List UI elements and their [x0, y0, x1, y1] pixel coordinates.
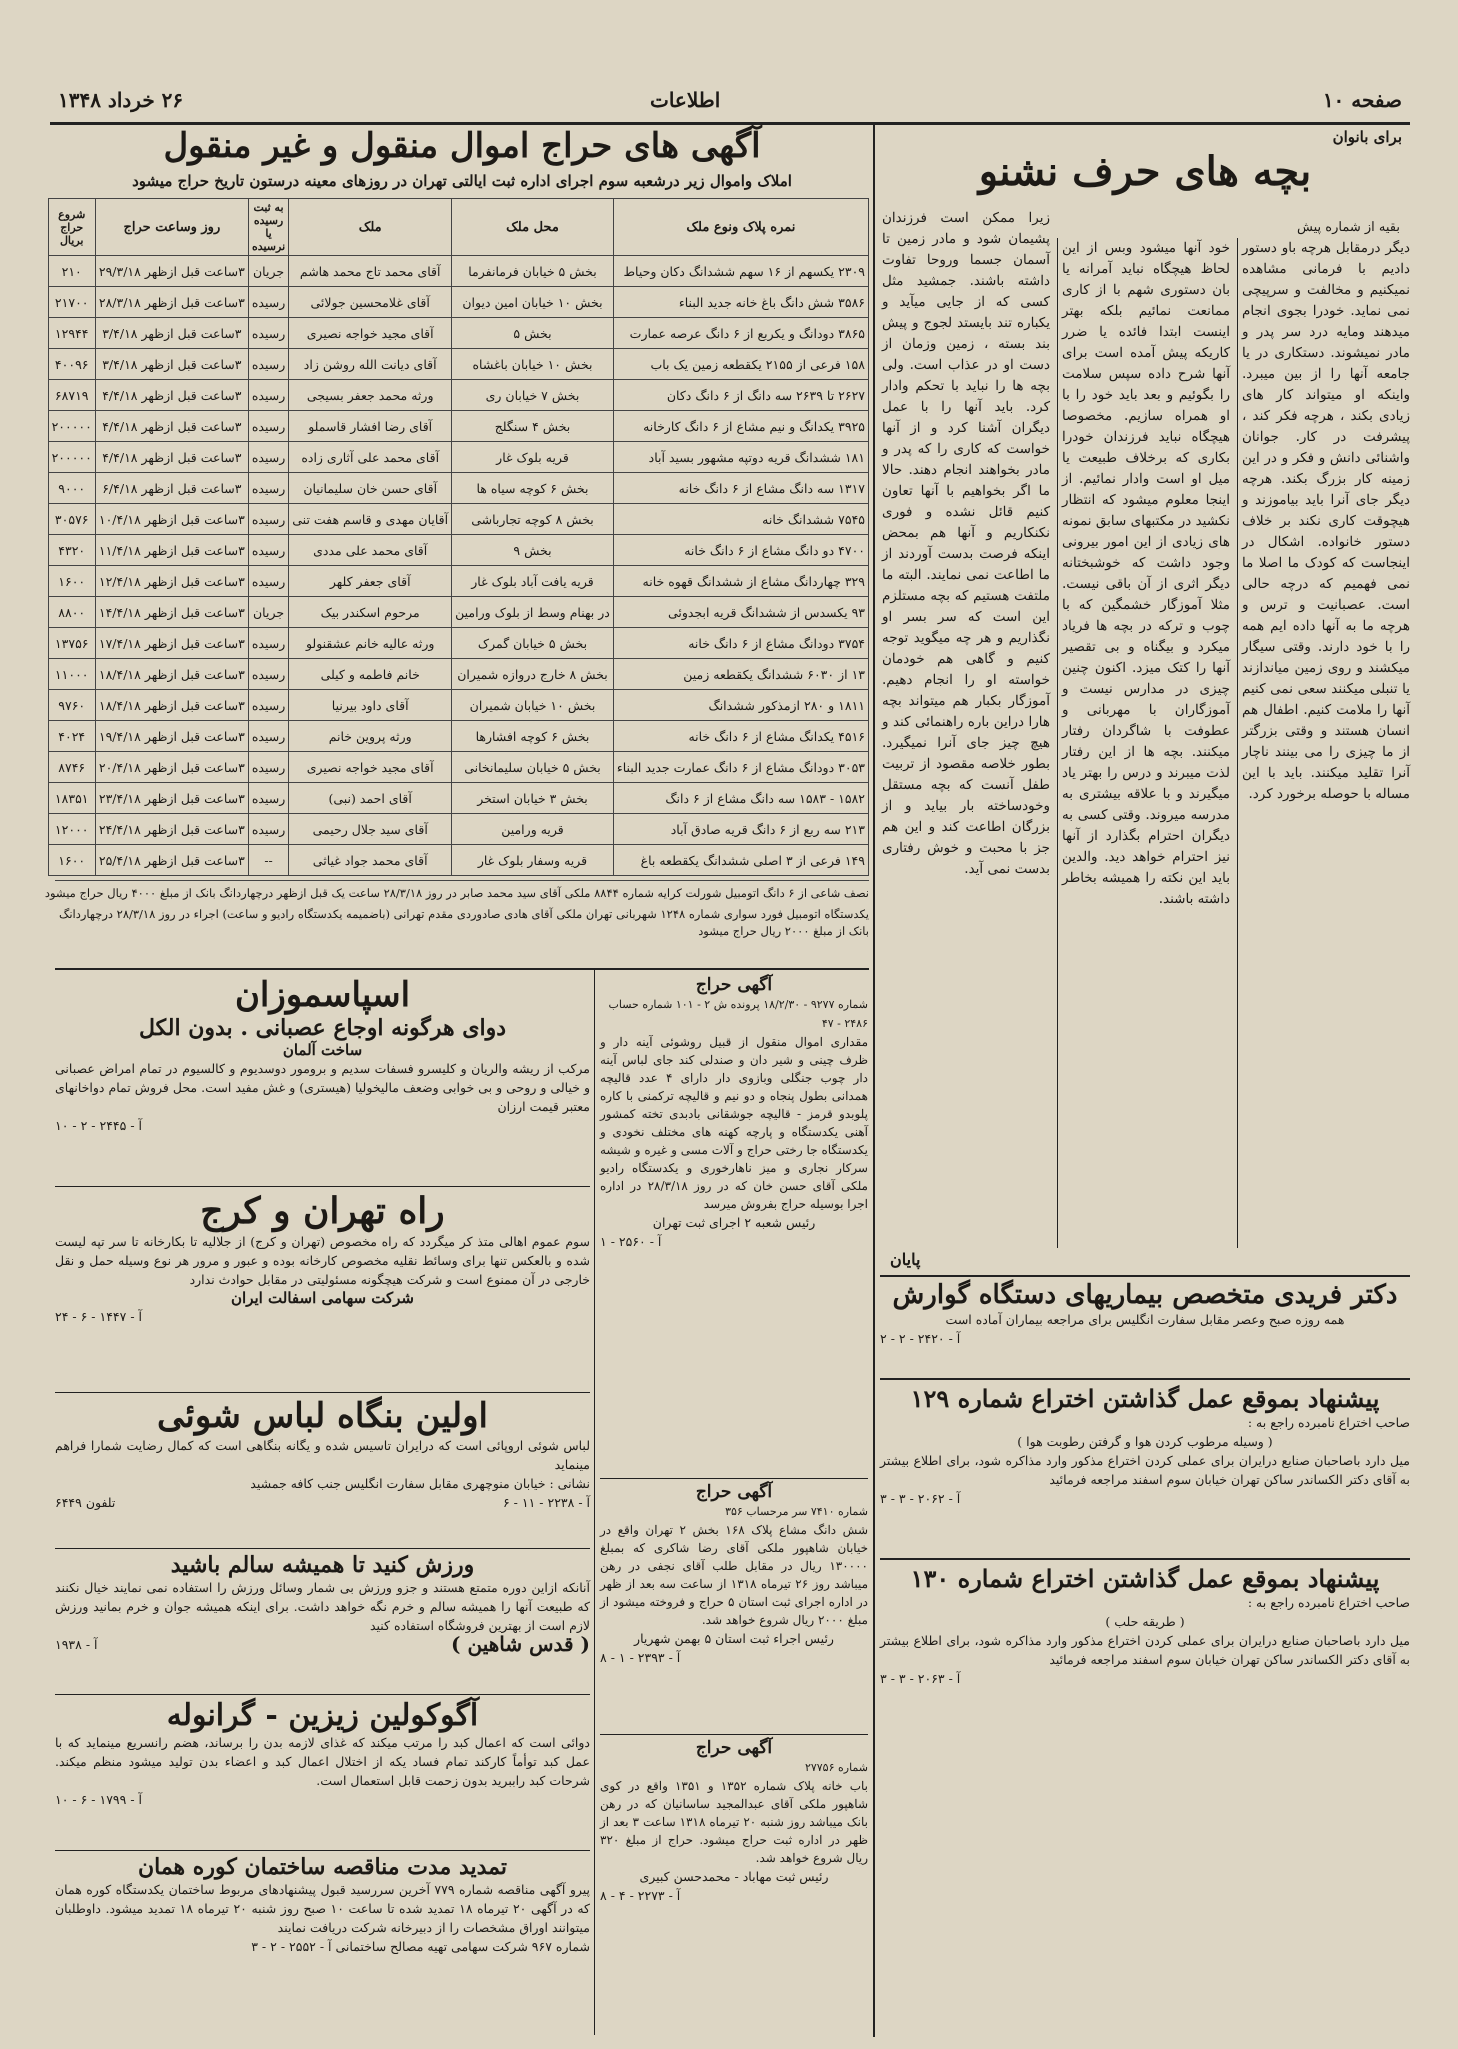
cell-owner: آقای مجید خواجه نصیری	[289, 752, 452, 783]
auction-row	[48, 287, 868, 318]
ad-subtitle: دوای هرگونه اوجاع عصبانی . بدون الکل	[138, 1015, 507, 1041]
ad-agocolin	[55, 1698, 590, 1848]
ad-title: آگوکولین زیزین - گرانوله	[166, 1698, 479, 1733]
cell-start-price: ۱۶۰۰	[48, 566, 95, 597]
ad-auction-3	[600, 1738, 868, 2033]
ad-tender	[55, 1854, 590, 2034]
ad-code: آ - ۲۳۹۳ - ۱ - ۸	[600, 1650, 681, 1665]
ad-title: ورزش کنید تا همیشه سالم باشید	[170, 1552, 475, 1578]
cell-location: قریه ورامین	[452, 814, 614, 845]
cell-location: بخش ۷ خیابان ری	[452, 380, 614, 411]
cell-owner: آقای احمد (نبی)	[289, 783, 452, 814]
cell-plaque: ۳۸۶۵ دودانگ و یکربع از ۶ دانگ عرصه عمارت	[613, 318, 868, 349]
cell-date: ۳ساعت قبل ازظهر ۳/۴/۱۸	[95, 349, 248, 380]
cell-start-price: ۴۰۲۴	[48, 721, 95, 752]
ad-origin: ساخت آلمان	[282, 1041, 363, 1059]
cell-plaque: ۱۳ از ۶۰۳۰ ششدانگ یکقطعه زمین	[613, 659, 868, 690]
cell-location: در بهنام وسط از بلوک ورامین	[452, 597, 614, 628]
col-header-date: روز وساعت حراج	[95, 199, 248, 256]
cell-plaque: ۲۶۲۷ تا ۲۶۳۹ سه دانگ از ۶ دانگ دکان	[613, 380, 868, 411]
ad-item: ( وسیله مرطوب کردن هوا و گرفتن رطوبت هوا )	[1017, 1434, 1273, 1449]
ad-subtitle: صاحب اختراع نامبرده راجع به :	[1247, 1595, 1410, 1610]
cell-plaque: ۱۵۸ فرعی از ۲۱۵۵ یکقطعه زمین یک باب	[613, 349, 868, 380]
cell-registered: جریان	[248, 597, 288, 628]
cell-registered: رسیده	[248, 318, 288, 349]
ad-patent-130	[880, 1564, 1410, 1734]
cell-location: بخش ۳ خیابان استخر	[452, 783, 614, 814]
cell-owner: آقای محمد علی آثاری زاده	[289, 442, 452, 473]
cell-owner: ورثه پروین خانم	[289, 721, 452, 752]
auction-row	[48, 380, 868, 411]
ad-footer: رئیس اجراء ثبت استان ۵ بهمن شهریار	[634, 1631, 834, 1646]
section-kicker: برای بانوان	[1332, 128, 1402, 146]
cell-date: ۳ساعت قبل ازظهر ۳/۴/۱۸	[95, 318, 248, 349]
cell-start-price: ۸۷۴۶	[48, 752, 95, 783]
cell-location: بخش ۵	[452, 318, 614, 349]
cell-date: ۳ساعت قبل ازظهر ۱۲/۴/۱۸	[95, 566, 248, 597]
cell-registered: رسیده	[248, 690, 288, 721]
auction-row	[48, 504, 868, 535]
auction-row	[48, 690, 868, 721]
auction-row	[48, 442, 868, 473]
ad-code: آ - ۱۴۴۷ - ۶ - ۲۴	[55, 1309, 143, 1324]
ad-patent-129	[880, 1384, 1410, 1554]
cell-start-price: ۱۲۹۴۴	[48, 318, 95, 349]
cell-location: بخش ۸ کوچه تجارباشی	[452, 504, 614, 535]
cell-owner: آقای محمد جواد غیاثی	[289, 845, 452, 876]
ad-code: شماره ۹۶۷ شرکت سهامی تهیه مصالح ساختمانی آ - ۲۵۵۲ - ۲ - ۳	[251, 1939, 590, 1954]
cell-location: بخش ۸ خارج دروازه شمیران	[452, 659, 614, 690]
cell-start-price: ۹۷۶۰	[48, 690, 95, 721]
ad-code: آ - ۲۲۷۳ - ۴ - ۸	[600, 1888, 681, 1903]
cell-owner: آقای رضا افشار قاسملو	[289, 411, 452, 442]
cell-plaque: ۴۷۰۰ دو دانگ مشاع از ۶ دانگ خانه	[613, 535, 868, 566]
cell-owner: آقای حسن خان سلیمانیان	[289, 473, 452, 504]
cell-plaque: ۳۹۲۵ یکدانگ و نیم مشاع از ۶ دانگ کارخانه	[613, 411, 868, 442]
ad-address: نشانی : خیابان منوچهری مقابل سفارت انگلیس جنب کافه جمشید	[250, 1476, 590, 1491]
cell-date: ۳ساعت قبل ازظهر ۲۳/۴/۱۸	[95, 783, 248, 814]
ad-item: ( طریقه حلب )	[1105, 1614, 1185, 1629]
auction-row	[48, 597, 868, 628]
ad-body: مرکب از ریشه والریان و کلیسرو فسفات سدیم و برومور دوسدیوم و کالسیوم در تمام امراض عصبانی و خیالی و روحی و بی خوابی وضعف مالیخولیا (هیستری) و غش مفید است. محل فروش تمام دواخانهای معتبر قیمت ارزان	[55, 1061, 590, 1114]
cell-plaque: ۲۳۰۹ یکسهم از ۱۶ سهم ششدانگ دکان وحیاط	[613, 256, 868, 287]
ad-title: پیشنهاد بموقع عمل گذاشتن اختراع شماره ۱۲۹	[910, 1384, 1380, 1413]
ad-karaj-road	[55, 1190, 590, 1390]
auction-row	[48, 349, 868, 380]
page-header	[50, 84, 1410, 125]
ad-ref: شماره ۷۴۱۰ سر مرحساب ۳۵۶	[725, 1505, 868, 1518]
cell-start-price: ۲۱۷۰۰	[48, 287, 95, 318]
cell-location: بخش ۱۰ خیابان امین دیوان	[452, 287, 614, 318]
cell-registered: رسیده	[248, 721, 288, 752]
cell-start-price: ۱۲۰۰۰	[48, 814, 95, 845]
ad-title: پیشنهاد بموقع عمل گذاشتن اختراع شماره ۱۳۰	[910, 1564, 1380, 1593]
cell-start-price: ۲۰۰۰۰۰	[48, 411, 95, 442]
cell-plaque: ۱۴۹ فرعی از ۳ اصلی ششدانگ یکقطعه باغ	[613, 845, 868, 876]
cell-owner: آقای داود بیرنیا	[289, 690, 452, 721]
ad-code: آ - ۲۰۶۳ - ۳ - ۳	[880, 1671, 961, 1686]
cell-start-price: ۱۸۳۵۱	[48, 783, 95, 814]
ad-title: راه تهران و کرج	[200, 1190, 445, 1232]
cell-owner: خانم فاطمه و کیلی	[289, 659, 452, 690]
cell-location: بخش ۵ خیابان سلیمانخانی	[452, 752, 614, 783]
cell-location: قریه یافت آباد بلوک غار	[452, 566, 614, 597]
cell-registered: رسیده	[248, 473, 288, 504]
page-number: صفحه ۱۰	[1322, 88, 1402, 112]
cell-plaque: ۲۱۳ سه ربع از ۶ دانگ قریه صادق آباد	[613, 814, 868, 845]
ad-code: آ - ۱۹۳۸	[55, 1637, 98, 1652]
auction-notice	[44, 122, 869, 967]
cell-date: ۳ساعت قبل ازظهر ۴/۴/۱۸	[95, 442, 248, 473]
cell-owner: آقای محمد علی مددی	[289, 535, 452, 566]
col-header-start-price: شروع حراج بریال	[48, 199, 95, 256]
auction-row	[48, 318, 868, 349]
auction-note-1: نصف شاعی از ۶ دانگ اتومبیل شورلت کرایه شماره ۸۸۴۴ ملکی آقای سید محمد صابر در روز ۲۸/۳/۱۸ ساعت یک قبل ازظهر درچهاردانگ بانک از مبلغ ۴۰۰۰ ریال حراج میشود	[55, 880, 869, 906]
cell-start-price: ۴۰۰۹۶	[48, 349, 95, 380]
ad-body: لباس شوئی اروپائی است که درایران تاسیس شده و یگانه بنگاهی است که کمال رضایت شمارا فراهم مینماید	[55, 1438, 590, 1472]
col-header-registered: به ثبت رسیده یا نرسیده	[248, 199, 288, 256]
ad-laundry	[55, 1396, 590, 1546]
ad-code: آ - ۲۴۲۰ - ۲ - ۲	[880, 1331, 961, 1346]
cell-owner: آقایان مهدی و قاسم هفت تنی	[289, 504, 452, 535]
cell-date: ۳ساعت قبل ازظهر ۱۰/۴/۱۸	[95, 504, 248, 535]
auction-row	[48, 256, 868, 287]
cell-start-price: ۱۶۰۰	[48, 845, 95, 876]
auction-note-2: یکدستگاه اتومبیل فورد سواری شماره ۱۲۴۸ شهربانی تهران ملکی آقای هادی صادوردی مقدم تهرانی (باضمیمه یکدستگاه رادیو و ساعت) اجراء در روز ۲۸/۳/۱۸ درچهاردانگ بانک از مبلغ ۲۰۰۰ ریال حراج میشود	[59, 907, 869, 938]
cell-registered: رسیده	[248, 659, 288, 690]
cell-plaque: ۱۵۸۲ - ۱۵۸۳ سه دانگ مشاع از ۶ دانگ	[613, 783, 868, 814]
ad-title: آگهی حراج	[695, 1738, 773, 1758]
ad-company: شرکت سهامی اسفالت ایران	[231, 1289, 414, 1307]
cell-date: ۳ساعت قبل ازظهر ۱۷/۴/۱۸	[95, 628, 248, 659]
ad-aspasmozan	[55, 975, 590, 1185]
ad-body: مقداری اموال منقول از قبیل روشوئی آینه دار و ظرف چینی و شیر دان و صندلی کند جای لباس آینه دار چوب جنگلی وبازوی دار دارای ۴ عدد قالیچه همدانی بطول پنجاه و دو نیم و قالیچه ترکمنی با کاره پلوبدو قرمز - قالیچه جوشقانی بادبدی تخته کمشور آهنی یکدستگاه و پارچه کهنه های مختلف نخودی و یکدستگاه جا رختی حراج و آلات مسی و غیره و شیشه سرکار نجاری و میز ناهارخوری و یکدستگاه رادیو ملکی آقای حسن خان که در روز ۲۸/۳/۱۸ در اداره اجرا بوسیله حراج بفروش میرسد	[600, 1035, 869, 1211]
cell-date: ۳ساعت قبل ازظهر ۲۵/۴/۱۸	[95, 845, 248, 876]
ad-title: دکتر فریدی متخصص بیماریهای دستگاه گوارش	[892, 1280, 1398, 1310]
cell-owner: آقای جعفر کلهر	[289, 566, 452, 597]
ad-auction-1	[600, 975, 868, 1475]
ad-subtitle: صاحب اختراع نامبرده راجع به :	[1247, 1415, 1410, 1430]
auction-row	[48, 783, 868, 814]
ad-title: اولین بنگاه لباس شوئی	[157, 1396, 488, 1436]
ad-body: سوم عموم اهالی متذ کر میگردد که راه مخصوص (تهران و کرج) از جلالیه تا بکارخانه تا سر تپه لیست شده و بالعکس تنها برای وسائط نقلیه مخصوص کارخانه بوده و عبور و مرور هر نوع وسیله حمل و نقل خارجی در آن ممنوع است و شرکت هیچگونه مسئولیتی در مقابل حوادث ندارد	[55, 1234, 590, 1287]
cell-location: بخش ۴ سنگلج	[452, 411, 614, 442]
cell-registered: رسیده	[248, 380, 288, 411]
cell-start-price: ۱۱۰۰۰	[48, 659, 95, 690]
col-header-owner: ملک	[289, 199, 452, 256]
ad-phone: تلفون ۶۴۴۹	[55, 1495, 116, 1510]
ad-doctor	[880, 1280, 1410, 1375]
cell-location: بخش ۵ خیابان فرمانفرما	[452, 256, 614, 287]
ad-code: آ - ۲۰۶۲ - ۳ - ۳	[880, 1491, 961, 1506]
ad-body: دوائی است که اعمال کبد را مرتب میکند که غذای لازمه بدن را برساند، هضم رانسریع مینماید که با عمل کبد توأماً کارکند تمام فساد یکه از اختلال اعمال کبد و اعضاء بدن تولید میشود منظم میکند. شرحات کبد راببرید بدون زحمت قابل استعمال است.	[55, 1735, 590, 1788]
ad-body: پیرو آگهی مناقصه شماره ۷۷۹ آخرین سررسید قبول پیشنهادهای مربوط ساختمان یکدستگاه کوره همان که در آگهی ۲۰ تیرماه ۱۸ تمدید شده تا ساعت ۱۰ صبح روز شنبه ۲۰ تیرماه ۱۸ تمدید میشود. داوطلبان میتوانند اوراق مشخصات را از دبیرخانه شرکت دریافت نمایند	[55, 1882, 591, 1935]
cell-plaque: ۱۳۱۷ سه دانگ مشاع از ۶ دانگ خانه	[613, 473, 868, 504]
ad-brand: ( قدس شاهین )	[451, 1632, 590, 1656]
ad-ref: شماره ۹۲۷۷ - ۱۸/۲/۳۰ پرونده ش ۲ - ۱۰۱ شماره حساب ۲۴۸۶ - ۴۷	[608, 998, 868, 1030]
cell-location: قریه وسفار بلوک غار	[452, 845, 614, 876]
ad-title: اسپاسموزان	[234, 975, 411, 1015]
cell-location: بخش ۶ کوچه افشارها	[452, 721, 614, 752]
auction-row	[48, 845, 868, 876]
cell-start-price: ۸۸۰۰	[48, 597, 95, 628]
article-column-2: خود آنها میشود وبس از این لحاظ هیچگاه نباید آمرانه یا بان دستوری شهم با از کاری ممانعت نمائیم بلکه بهتر اینست ابتدا فائده یا ضرر کاریکه پیش آمده است برای آنها شرح داده سپس سلامت را بگوئیم و بعد باید خود را با او همراه سازیم. مخصوصا هیچگاه نباید فرزندان خودرا بکاری که برخلاف طبیعت یا میل او است وادار نمائیم. از اینجا معلوم میشود که انتظار نکشید در مکتبهای سابق نمونه های زیادی از این امور بیرونی وجود داشت که خوشبختانه دیگر اثری از آن باقی نیست. مثلا آموزگار خشمگین که با چوب و ترکه در بچه ها فریاد میکرد و بیگناه و بی تقصیر آنها را کتک میزد. اکنون چنین چیزی در مدارس نیست و آموزگاران با مهربانی و عطوفت با شاگردان رفتار میکنند. بچه ها از این رفتار لذت میبرند و درس را بهتر یاد میگیرند و با علاقه بیشتری به مدرسه میروند. وقتی کسی به دیگران احترام بگذارد از آنها نیز احترام خواهد دید. والدین باید این نکته را همیشه بخاطر داشته باشند.	[1062, 240, 1230, 907]
cell-date: ۳ساعت قبل ازظهر ۲۹/۳/۱۸	[95, 256, 248, 287]
ad-ref: شماره ۲۷۷۵۶	[804, 1761, 868, 1774]
auction-row	[48, 814, 868, 845]
cell-registered: رسیده	[248, 628, 288, 659]
cell-owner: ورثه محمد جعفر بسیجی	[289, 380, 452, 411]
ad-code: آ - ۲۴۴۵ - ۲ - ۱۰	[55, 1118, 143, 1133]
cell-date: ۳ساعت قبل ازظهر ۱۸/۴/۱۸	[95, 659, 248, 690]
ad-code: آ - ۲۲۳۸ - ۱۱ - ۶	[502, 1495, 590, 1510]
cell-start-price: ۴۳۲۰	[48, 535, 95, 566]
auction-row	[48, 535, 868, 566]
cell-registered: رسیده	[248, 814, 288, 845]
col-header-location: محل ملک	[452, 199, 614, 256]
cell-location: بخش ۱۰ خیابان شمیران	[452, 690, 614, 721]
auction-row	[48, 752, 868, 783]
page-date: ۲۶ خرداد ۱۳۴۸	[58, 88, 184, 112]
cell-location: بخش ۱۰ خیابان باغشاه	[452, 349, 614, 380]
cell-start-price: ۲۱۰	[48, 256, 95, 287]
ad-body: باب خانه پلاک شماره ۱۳۵۲ و ۱۳۵۱ واقع در کوی شاهپور ملکی آقای عبدالمجید ساسانیان که در رهن بانک میباشد روز شنبه ۲۰ تیرماه ۱۳۱۸ ساعت ۳ بعد از ظهر در اداره ثبت حراج میشود. حراج از مبلغ ۳۲۰ ریال شروع خواهد شد.	[600, 1779, 868, 1865]
ad-title: آگهی حراج	[695, 975, 773, 995]
cell-location: قریه بلوک غار	[452, 442, 614, 473]
ad-body: آنانکه ازاین دوره متمتع هستند و جزو ورزش بی شمار وسائل ورزش را استفاده نمی نمایند خیال نکنند که طبیعت آنها را همیشه سالم و خرم نگه خواهد داشت. برای اینکه همیشه جوان و خرم بمانید ورزش لازم است از بهترین فروشگاه استفاده کنید	[55, 1580, 590, 1633]
auction-row	[48, 411, 868, 442]
cell-owner: آقای دیانت الله روشن زاد	[289, 349, 452, 380]
cell-start-price: ۶۸۷۱۹	[48, 380, 95, 411]
cell-date: ۳ساعت قبل ازظهر ۴/۴/۱۸	[95, 380, 248, 411]
cell-start-price: ۹۰۰۰	[48, 473, 95, 504]
ad-body: میل دارد باصاحبان صنایع درایران برای عملی کردن اختراع مذکور وارد مذاکره شود، برای اطلاع بیشتر به آقای دکتر الکساندر ساکن تهران خیابان سوم اسفند مراجعه فرمائید	[880, 1453, 1410, 1487]
ad-body: همه روزه صبح وعصر مقابل سفارت انگلیس برای مراجعه بیماران آماده است	[945, 1312, 1345, 1327]
cell-registered: جریان	[248, 256, 288, 287]
ad-title: تمدید مدت مناقصه ساختمان کوره همان	[137, 1854, 508, 1880]
cell-registered: --	[248, 845, 288, 876]
cell-plaque: ۳۰۵۳ دودانگ مشاع از ۶ دانگ عمارت جدید البناء	[613, 752, 868, 783]
ad-title: آگهی حراج	[695, 1482, 773, 1502]
auction-row	[48, 721, 868, 752]
cell-plaque: ۴۵۱۶ یکدانگ مشاع از ۶ دانگ خانه	[613, 721, 868, 752]
newspaper-name: اطلاعات	[650, 88, 721, 112]
cell-owner: آقای مجید خواجه نصیری	[289, 318, 452, 349]
cell-start-price: ۲۰۰۰۰۰	[48, 442, 95, 473]
ad-sport	[55, 1552, 590, 1692]
article-column-1: دیگر درمقابل هرچه باو دستور دادیم با فرمانی مشاهده نمیکنیم و مخالفت و سرپیچی نمی نماید. خودرا بجوی انجام میدهند ومایه درد سر پدر و مادر نمیشوند. دستکاری در یا جامعه آنها را از بین میبرد. واینکه او میتواند کار های زیادی بکند ، هرچه فکر کند ، پیشرفت در کار. جوانان واشنائی دانش و فکر و در این زمینه کار بزرگ بکند. هرچه دیگر جای آنرا باید بیاموزند و هیچوقت کاری نکند بر خلاف دستور خانواده. اشکال در اینجاست که کودک ما اصلا ما نمی فهمیم که درچه حالی است. عصبانیت و ترس و هرچه ما به آنها داده ایم همه را با خود دارند. وقتی سیگار میکشند و روی زمین میاندازند یا تنبلی میکنند سعی نمی کنیم آنها را ملامت کنیم. اطفال هم انسان هستند و وقتی بزرگتر از ما چیزی را می بینند ناچار آنرا تقلید میکنند. باید با این مساله با حوصله برخورد کرد.	[1242, 240, 1410, 802]
cell-owner: مرحوم اسکندر بیک	[289, 597, 452, 628]
cell-registered: رسیده	[248, 752, 288, 783]
cell-plaque: ۱۸۱۱ و ۲۸۰ ازمذکور ششدانگ	[613, 690, 868, 721]
cell-location: بخش ۹	[452, 535, 614, 566]
cell-date: ۳ساعت قبل ازظهر ۶/۴/۱۸	[95, 473, 248, 504]
cell-date: ۳ساعت قبل ازظهر ۱۸/۴/۱۸	[95, 690, 248, 721]
cell-owner: آقای غلامحسین جولائی	[289, 287, 452, 318]
article-continued-note: بقیه از شماره پیش	[1297, 220, 1400, 235]
article-end: پایان	[890, 1250, 921, 1269]
cell-location: بخش ۶ کوچه سیاه ها	[452, 473, 614, 504]
cell-owner: آقای محمد تاج محمد هاشم	[289, 256, 452, 287]
cell-registered: رسیده	[248, 349, 288, 380]
cell-plaque: ۱۸۱ ششدانگ قریه دوتپه مشهور بسید آباد	[613, 442, 868, 473]
cell-date: ۳ساعت قبل ازظهر ۲۴/۴/۱۸	[95, 814, 248, 845]
ad-body: شش دانگ مشاع پلاک ۱۶۸ بخش ۲ تهران واقع در خیابان شاهپور ملکی آقای رضا شاکری که بمبلغ ۱۳۰۰۰۰ ریال در مقابل طلب آقای نجفی در رهن میباشد روز ۲۶ تیرماه ۱۳۱۸ از ساعت سه بعد از ظهر در اداره اجرای ثبت استان ۵ حراج و فروخته میشود از مبلغ ۲۰۰۰ ریال شروع خواهد شد.	[600, 1523, 869, 1627]
cell-registered: رسیده	[248, 442, 288, 473]
ad-auction-2	[600, 1482, 868, 1732]
ad-code: آ - ۲۵۶۰ - ۱	[600, 1234, 662, 1249]
cell-start-price: ۳۰۵۷۶	[48, 504, 95, 535]
cell-registered: رسیده	[248, 783, 288, 814]
auction-subtitle: املاک واموال زیر درشعبه سوم اجرای اداره ثبت ایالتی تهران در روزهای معینه درستون تاریخ حراج میشود	[132, 172, 792, 190]
cell-plaque: ۳۵۸۶ شش دانگ باغ خانه جدید البناء	[613, 287, 868, 318]
auction-row	[48, 659, 868, 690]
cell-date: ۳ساعت قبل ازظهر ۱۴/۴/۱۸	[95, 597, 248, 628]
ad-code: آ - ۱۷۹۹ - ۶ - ۱۰	[55, 1792, 143, 1807]
col-header-plaque: نمره پلاک ونوع ملک	[613, 199, 868, 256]
ad-body: میل دارد باصاحبان صنایع درایران برای عملی کردن اختراع مذکور وارد مذاکره شود، برای اطلاع بیشتر به آقای دکتر الکساندر ساکن تهران خیابان سوم اسفند مراجعه فرمائید	[880, 1633, 1410, 1667]
cell-date: ۳ساعت قبل ازظهر ۱۹/۴/۱۸	[95, 721, 248, 752]
article-column-3: زیرا ممکن است فرزندان پشیمان شود و مادر زمین تا آسمان جسما وروحا تفاوت داشته باشند. جمشید مثل کسی که از جایی میآید و یکباره تند بایستد لجوج و پیش بند بسته ، زمین وزمان از دست او در عذاب است. ولی بچه ها را نباید با تحکم وادار کرد. باید آنها را با عمل دیگران آشنا کرد و از آنها خواست که کاری را که پدر و مادر بخواهند انجام دهند. حالا ما اگر بخواهیم با آنها تعاون کنیم قائل نشده و فوری نکنکاریم و آنها هم بمحض اینکه فرصت بدست آوردند از ما اطاعت نمی نمایند. البته ما ملتفت هستیم که بچه مستلزم این است که سر بسر او نگذاریم و هر چه میگوید توجه کنیم و گاهی هم خودمان خواسته او را انجام دهیم. آموزگار بکبار هم میتواند بچه هارا دراین باره راهنمائی کند و هیچ چیز جای آنرا نمیگیرد. بطور خلاصه مقصود از تربیت طفل آنست که بچه مستقل وخودساخته بار بیاید و از بزرگان اطاعت کند و این هم جز با محبت و خوش رفتاری بدست نمی آید.	[882, 210, 1050, 877]
article-title: بچه های حرف نشنو	[978, 148, 1312, 195]
cell-plaque: ۳۷۵۴ دودانگ مشاع از ۶ دانگ خانه	[613, 628, 868, 659]
auction-title: آگهی های حراج اموال منقول و غیر منقول	[163, 126, 761, 166]
ad-footer: رئیس شعبه ۲ اجرای ثبت تهران	[652, 1215, 816, 1230]
cell-start-price: ۱۳۷۵۶	[48, 628, 95, 659]
cell-date: ۳ساعت قبل ازظهر ۱۱/۴/۱۸	[95, 535, 248, 566]
cell-registered: رسیده	[248, 566, 288, 597]
cell-plaque: ۹۳ یکسدس از ششدانگ قریه ابجدوئی	[613, 597, 868, 628]
cell-plaque: ۷۵۴۵ ششدانگ خانه	[613, 504, 868, 535]
auction-row	[48, 566, 868, 597]
ad-footer: رئیس ثبت مهاباد - محمدحسن کبیری	[639, 1869, 829, 1884]
auction-row	[48, 628, 868, 659]
cell-date: ۳ساعت قبل ازظهر ۲۸/۳/۱۸	[95, 287, 248, 318]
auction-table	[48, 198, 869, 876]
cell-date: ۳ساعت قبل ازظهر ۲۰/۴/۱۸	[95, 752, 248, 783]
cell-registered: رسیده	[248, 411, 288, 442]
cell-owner: آقای سید جلال رحیمی	[289, 814, 452, 845]
cell-registered: رسیده	[248, 287, 288, 318]
cell-registered: رسیده	[248, 535, 288, 566]
cell-date: ۳ساعت قبل ازظهر ۴/۴/۱۸	[95, 411, 248, 442]
cell-location: بخش ۵ خیابان گمرک	[452, 628, 614, 659]
cell-owner: ورثه عالیه خانم عشقنولو	[289, 628, 452, 659]
women-section	[880, 128, 1410, 1268]
cell-plaque: ۳۲۹ چهاردانگ مشاع از ششدانگ قهوه خانه	[613, 566, 868, 597]
auction-row	[48, 473, 868, 504]
cell-registered: رسیده	[248, 504, 288, 535]
